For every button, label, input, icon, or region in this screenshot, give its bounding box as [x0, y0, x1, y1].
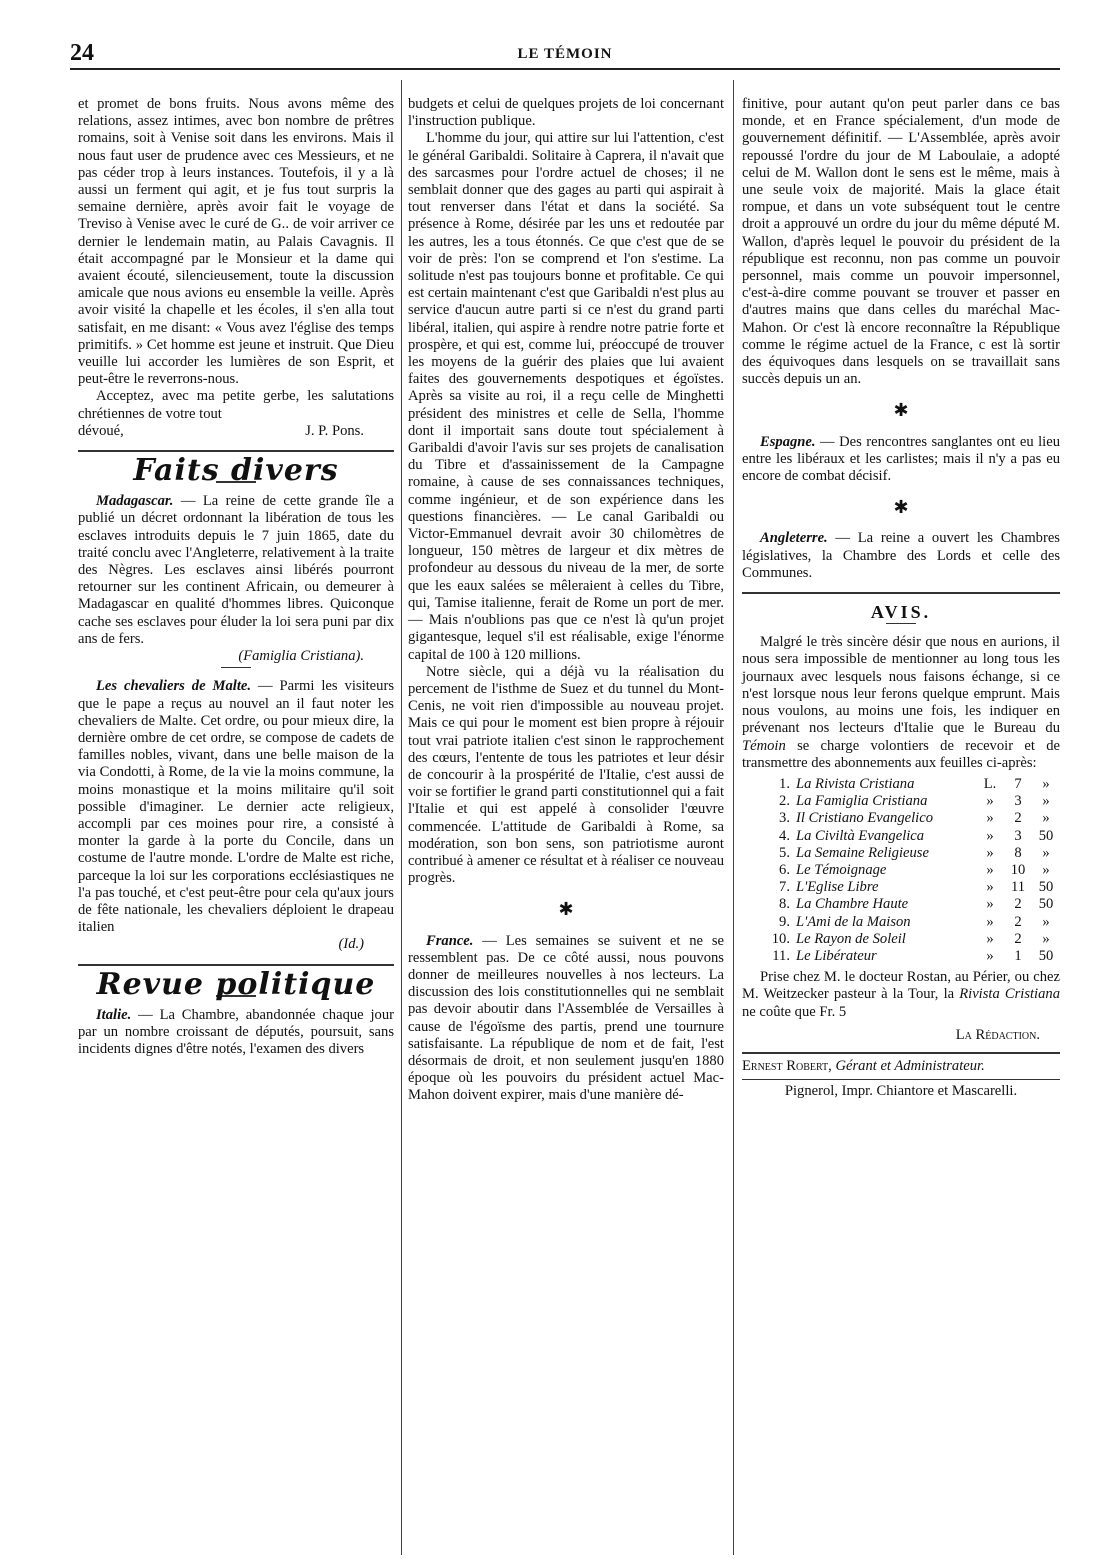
- heading-rule: [886, 623, 916, 624]
- revue-politique-heading: Revue politique: [96, 966, 376, 1002]
- row-cents: »: [1042, 793, 1050, 810]
- row-cents: 50: [1038, 827, 1054, 844]
- row-price: 2: [1014, 810, 1022, 827]
- letter-signature: [78, 423, 394, 440]
- row-price: 8: [1014, 844, 1022, 861]
- subscription-row: [762, 914, 1060, 931]
- subscription-list: [762, 776, 1060, 965]
- separator-star: ✱: [558, 899, 574, 920]
- avis-text: se charge volontiers de recevoir et de transmettre des abonnements aux feuilles ci-après:: [742, 737, 1060, 771]
- subscription-row: [762, 776, 1060, 793]
- row-title: La Rivista Cristiana: [796, 775, 915, 792]
- subscription-row: [762, 879, 1060, 896]
- column-divider: [733, 80, 734, 1555]
- letter-paragraph: et promet de bons fruits. Nous avons même des relations, assez intimes, avec bon nombre de prêtres romains, soit à Venise soit dans les environs. Mais il nous faut user de prudence avec ces Messieurs, et ne pas céder trop à leurs instances. Toutefois, il y a là aussi un ferment qui agit, et je fus tout surpris la semaine dernière, après avoir fait le voyage de Treviso à Venise avec le curé de G.. de voir arriver ce dernier le lendemain matin, au Palais Cavagnis. Il était accompagné par le Monsieur et la dame qui avaient écouté, silencieusement, toute la discussion amicale que nous avions eu ensemble la veille. Après avoir visité la chapelle et les écoles, il s'en alla tout satisfait, en me disant: « Vous avez l'église des temps primitifs. » Cet homme est jeune et instruit. Que Dieu veuille lui accorder les lumières de son Esprit, et peut-être le reverrons-nous.: [78, 96, 394, 388]
- siecle-paragraph: Notre siècle, qui a déjà vu la réalisation du percement de l'isthme de Suez et du tunnel du Mont-Cenis, ne voit rien d'impossible au nouveau projet. Mais ce qui pour le moment est bien propre à réjouir tout vrai patriote italien c'est sinon le rapprochement des cœurs, l'entente de tous les patriotes et leur désir de concourir à la prospérité de l'Italie, c'est aussi de voir se fortifier le grand parti constitutionnel qui a fait l'Italie et qui est appelé à consolider l'œuvre commencée. L'attitude de Garibaldi à Rome, sa modération, son bon sens, son patriotisme auront contribué à amener ce résultat et à réaliser ce nouveau progrès.: [408, 663, 724, 887]
- subscription-row: [762, 810, 1060, 827]
- italie-continuation: budgets et celui de quelques projets de loi concernant l'instruction publique.: [408, 96, 724, 130]
- section-rule: [78, 450, 394, 452]
- letter-closing: Acceptez, avec ma petite gerbe, les salutations chrétiennes de votre tout: [78, 388, 394, 422]
- angleterre-text: — La reine a ouvert les Chambres législatives, la Chambre des Lords et celle des Communes.: [742, 530, 1060, 581]
- france-continuation: finitive, pour autant qu'on peut parler dans ce bas monde, et en France spécialement, d'un mode de gouvernement définitif. — L'Assemblée, après avoir repoussé l'ordre du jour de M Laboulaie, a adopté celui de M. Wallon dont le sens est le même, mais à une seule voix de majorité. Mais la glace était rompue, et dans un vote subséquent tout le centre droit a approuvé un ordre du jour du même député M. Wallon, d'après lequel le pouvoir du président de la république est reconnu, non pas comme un pouvoir personnel, mais comme un pouvoir impersonnel, c'est-à-dire comme pouvant se trouver et passer en d'autres mains que dans celles du maréchal Mac-Mahon. Or c'est là encore reconnaître la République comme le régime actuel de la France, c est là sortir des équivoques dans lesquels on se travaillait sans succès depuis un an.: [742, 96, 1060, 388]
- madagascar-lead: Madagascar.: [96, 493, 174, 510]
- subscription-row: [762, 793, 1060, 810]
- france-lead: France.: [426, 932, 474, 949]
- subscription-row: [762, 931, 1060, 948]
- garibaldi-paragraph: L'homme du jour, qui attire sur lui l'attention, c'est le général Garibaldi. Solitaire à Caprera, il n'avait que des sarcasmes pour l'ordre actuel de choses; il ne semblait donner que des gages au parti qui aspirait à tout renverser dans l'état et dans la société. Sa présence à Rome, désirée par les uns et redoutée par les autres, les a tous étonnés. Ce que c'est que de se voir de près: l'on se comprend et l'on s'estime. La solitude n'est pas toujours bonne et profitable. Ce qui est certain maintenant c'est que Garibaldi n'est plus au service d'aucun autre parti si ce n'est du grand parti libéral, italien, qui aspire à rendre notre patrie forte et prospère, et qui est, comme lui, préoccupé de trouver les moyens de la guérir des plaies que lui avaient faites des gouvernements despotiques et égoïstes. Après sa visite au roi, il a reçu celle de Minghetti président des ministres et celle de Sella, l'homme dont il importait sans doute tout spécialement à Garibaldi d'avoir l'avis sur ses projets de canalisation du Tibre et d'assainissement de la Campagne romaine, à cause de ses connaissances techniques, comme ingénieur, et de son expérience dans les questions financières. — Le canal Garibaldi ou Victor-Emmanuel devrait avoir 30 chilomètres de longueur, 150 mètres de largeur et dix mètres de profondeur au dessous du niveau de la mer, de sorte que les eaux salées se mêleraient à celles du Tibre, qui, Tamise italienne, ferait de Rome un port de mer. — Mais n'oublions pas que ce n'est là qu'un projet gigantesque, lequel s'il est réalisable, exige l'énorme capital de 100 à 120 millions.: [408, 130, 724, 663]
- row-number: 8.: [779, 896, 790, 913]
- malte-text: — Parmi les visiteurs que le pape a reçus au nouvel an il faut noter les chevaliers de Malte. Cet ordre, ou pour mieux dire, la dernière ombre de cet ordre, se compose de cadets de familles nobles, vivant, dans une belle maison de la via Condotti, à Rome, de la vie la moins commune, la moins monastique et la moins militaire qu'il soit possible d'imaginer. Le dernier acte religieux, accompli par ces moines pour rire, a consisté à monter la garde à la porte du Concile, dans un costume de l'autre monde. L'ordre de Malte est riche, parceque la loi sur les corporations ecclésiastiques ne l'a pas touché, et c'est peut-être pour cela qu'aux jours de fête nationale, les chevaliers déploient le drapeau italien: [78, 678, 394, 936]
- row-currency: »: [986, 913, 994, 930]
- row-price: 10: [1010, 861, 1026, 878]
- row-number: 5.: [779, 844, 790, 861]
- malte-item: [78, 678, 394, 936]
- section-rule: [78, 964, 394, 966]
- row-cents: »: [1042, 913, 1050, 930]
- row-title: La Famiglia Cristiana: [796, 793, 928, 810]
- subscription-row: [762, 828, 1060, 845]
- france-text: — Les semaines se suivent et ne se ressemblent pas. De ce côté aussi, nous pouvons donner de meilleures nouvelles à nos lecteurs. La discussion des lois constitutionnelles qui ne semblait pas devoir aboutir dans l'Assemblée de Versailles à cause de l'égoïsme des partis, prend une tournure satisfaisante. La république de nom et de fait, l'est désormais de droit, et non seulement jusqu'en 1880 époque où les pouvoirs du président actuel Mac-Mahon doivent expirer, mais d'une manière dé-: [408, 932, 724, 1104]
- row-title: Le Rayon de Soleil: [796, 930, 906, 947]
- row-number: 1.: [779, 775, 790, 792]
- row-currency: »: [986, 930, 994, 947]
- faits-divers-heading: Faits divers: [133, 453, 339, 489]
- espagne-lead: Espagne.: [760, 433, 816, 450]
- avis-text: Prise chez M. le docteur Rostan, au Périer, ou chez M. Weitzecker pasteur à la Tour, la: [742, 969, 1060, 1003]
- redaction-signature: La Rédaction.: [955, 1026, 1040, 1043]
- angleterre-lead: Angleterre.: [760, 530, 828, 547]
- column-2: [408, 96, 724, 1105]
- row-title: La Chambre Haute: [796, 896, 909, 913]
- row-currency: »: [986, 861, 994, 878]
- row-price: 11: [1010, 879, 1026, 896]
- malte-source: (Id.): [338, 936, 364, 953]
- espagne-item: [742, 434, 1060, 486]
- subscription-row: [762, 896, 1060, 913]
- row-price: 3: [1014, 793, 1022, 810]
- row-currency: »: [986, 810, 994, 827]
- row-title: La Semaine Religieuse: [796, 844, 929, 861]
- avis-journal-name: Rivista Cristiana: [959, 986, 1061, 1003]
- gerant-role: Gérant et Administrateur.: [831, 1057, 985, 1074]
- row-title: Le Libérateur: [796, 947, 877, 964]
- column-1: [78, 96, 394, 1058]
- row-cents: 50: [1038, 896, 1054, 913]
- row-price: 2: [1014, 896, 1022, 913]
- malte-lead: Les chevaliers de Malte.: [96, 678, 252, 695]
- row-currency: »: [986, 844, 994, 861]
- gerant-name: Ernest Robert,: [742, 1057, 832, 1074]
- row-cents: »: [1042, 775, 1050, 792]
- row-title: La Civiltà Evangelica: [796, 827, 925, 844]
- row-number: 4.: [779, 827, 790, 844]
- row-cents: 50: [1038, 947, 1054, 964]
- separator-star: ✱: [893, 400, 909, 421]
- france-item: [408, 933, 724, 1105]
- avis-heading: AVIS.: [870, 602, 932, 623]
- row-price: 2: [1014, 930, 1022, 947]
- page-number: 24: [70, 40, 94, 66]
- row-title: Il Cristiano Evangelico: [796, 810, 934, 827]
- subscription-row: [762, 948, 1060, 965]
- avis-journal-name: Témoin: [742, 737, 786, 754]
- espagne-text: — Des rencontres sanglantes ont eu lieu entre les libéraux et les carlistes; mais il n'y a pas eu encore de combat décisif.: [742, 433, 1060, 485]
- row-price: 1: [1014, 947, 1022, 964]
- row-number: 7.: [779, 879, 790, 896]
- avis-paragraph: [742, 634, 1060, 772]
- row-number: 11.: [772, 947, 790, 964]
- italie-lead: Italie.: [96, 1006, 132, 1023]
- row-number: 3.: [779, 810, 790, 827]
- row-number: 10.: [771, 930, 790, 947]
- avis-text: ne coûte que Fr. 5: [742, 1003, 847, 1020]
- subscription-row: [762, 845, 1060, 862]
- madagascar-text: — La reine de cette grande île a publié un décret ordonnant la libération de tous les esclaves introduits depuis le 7 juin 1865, date du traité conclu avec l'Angleterre, relativement à la traite des Nègres. Les esclaves ainsi libérés pourront retourner sur les continent Africain, ou demeurer à Madagascar en qualité d'hommes libres. Quiconque cache ses esclaves pour éluder la loi sera puni par dix ans de fers.: [78, 493, 394, 647]
- row-title: L'Eglise Libre: [796, 879, 879, 896]
- row-cents: »: [1042, 810, 1050, 827]
- row-currency: »: [986, 793, 994, 810]
- subscription-row: [762, 862, 1060, 879]
- row-currency: L.: [983, 775, 997, 792]
- gerant-line: [742, 1052, 1060, 1080]
- printer-line: Pignerol, Impr. Chiantore et Mascarelli.: [784, 1083, 1018, 1100]
- avis-price-note: [742, 969, 1060, 1021]
- journal-title: LE TÉMOIN: [517, 46, 613, 62]
- row-number: 9.: [779, 913, 790, 930]
- row-number: 6.: [779, 861, 790, 878]
- madagascar-item: [78, 493, 394, 648]
- page-header: [70, 38, 1060, 70]
- row-title: L'Ami de la Maison: [796, 913, 911, 930]
- row-title: Le Témoignage: [796, 861, 887, 878]
- row-currency: »: [986, 896, 994, 913]
- row-price: 2: [1014, 913, 1022, 930]
- row-cents: »: [1042, 861, 1050, 878]
- separator-star: ✱: [893, 497, 909, 518]
- column-3: [742, 96, 1060, 1100]
- avis-text: Malgré le très sincère désir que nous en aurions, il nous sera impossible de mentionner au long tous les journaux avec lesquels nous faisons échange, si ce n'est lorsque nous leur ferons quelque emprunt. Mais nous voulons, au moins une fois, les indiquer en prévenant nos lecteurs d'Italie que le Bureau du: [742, 634, 1060, 737]
- row-currency: »: [986, 879, 994, 896]
- row-currency: »: [986, 827, 994, 844]
- row-price: 7: [1014, 775, 1022, 792]
- italie-text: — La Chambre, abandonnée chaque jour par un nombre croissant de députés, poursuit, sans incidents dignes d'être notés, l'examen des divers: [78, 1006, 394, 1058]
- row-price: 3: [1014, 827, 1022, 844]
- row-cents: 50: [1038, 879, 1054, 896]
- italie-item: [78, 1007, 394, 1059]
- row-cents: »: [1042, 930, 1050, 947]
- row-currency: »: [986, 947, 994, 964]
- item-rule: [221, 667, 251, 668]
- signature-name: J. P. Pons.: [305, 422, 364, 439]
- signature-left: dévoué,: [78, 422, 124, 439]
- row-cents: »: [1042, 844, 1050, 861]
- madagascar-source: (Famiglia Cristiana).: [238, 648, 364, 665]
- column-divider: [401, 80, 402, 1555]
- section-rule: [742, 592, 1060, 594]
- angleterre-item: [742, 530, 1060, 582]
- row-number: 2.: [779, 793, 790, 810]
